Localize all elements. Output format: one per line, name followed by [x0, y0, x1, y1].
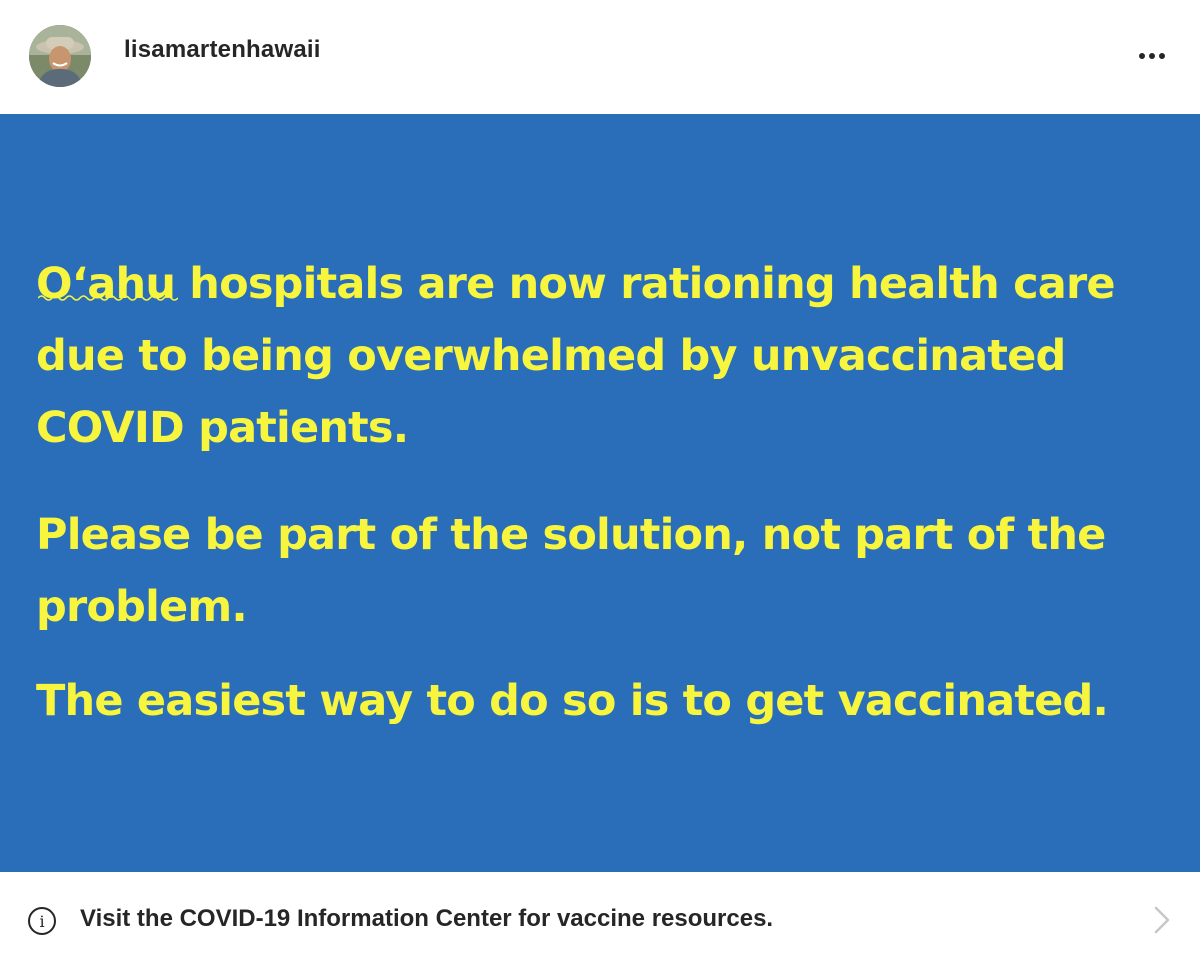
slide-line: The easiest way to do so is to get vaccinated.	[36, 676, 1109, 726]
avatar[interactable]	[29, 25, 91, 87]
slide-line	[36, 248, 1186, 320]
post-image[interactable]	[0, 114, 1200, 872]
more-options-button[interactable]	[1130, 36, 1174, 76]
slide-line: COVID patients.	[36, 403, 409, 453]
more-horizontal-icon	[1149, 53, 1155, 59]
covid-info-center-link[interactable]	[0, 872, 1200, 975]
more-horizontal-icon	[1159, 53, 1165, 59]
slide-paragraph-3	[36, 665, 1186, 737]
chevron-right-icon	[1152, 905, 1172, 935]
info-icon: i	[28, 907, 56, 935]
profile-photo-icon	[29, 25, 91, 87]
more-horizontal-icon	[1139, 53, 1145, 59]
slide-word: O‘ahu	[36, 259, 176, 309]
spellcheck-underline-icon	[38, 294, 178, 302]
slide-line: due to being overwhelmed by unvaccinated	[36, 331, 1066, 381]
slide-line: Please be part of the solution, not part of the	[36, 510, 1106, 560]
username-link[interactable]: lisamartenhawaii	[124, 36, 321, 63]
underlined-word	[36, 259, 175, 309]
slide-paragraph-2	[36, 499, 1186, 643]
info-center-text: Visit the COVID-19 Information Center for vaccine resources.	[80, 905, 774, 932]
slide-paragraph-1	[36, 248, 1186, 464]
post-header	[0, 0, 1200, 114]
slide-text-run: hospitals are now rationing health care	[175, 259, 1115, 309]
slide-line: problem.	[36, 582, 247, 632]
